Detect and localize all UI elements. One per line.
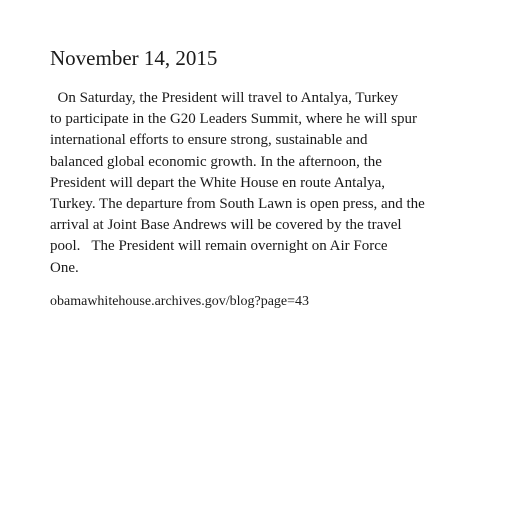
body-line: international efforts to ensure strong, sustainable and bbox=[50, 132, 368, 149]
body-line: pool. The President will remain overnight on Air Force bbox=[50, 238, 388, 255]
post-date: November 14, 2015 bbox=[50, 46, 218, 70]
body-line: President will depart the White House en route Antalya, bbox=[50, 174, 386, 191]
body-line: arrival at Joint Base Andrews will be covered by the travel bbox=[50, 217, 402, 234]
body-line: One. bbox=[50, 259, 79, 276]
body-line: balanced global economic growth. In the afternoon, the bbox=[50, 153, 382, 170]
body-line: to participate in the G20 Leaders Summit, where he will spur bbox=[50, 111, 417, 128]
body-line: On Saturday, the President will travel to Antalya, Turkey bbox=[50, 90, 399, 106]
source-url: obamawhitehouse.archives.gov/blog?page=43 bbox=[50, 294, 310, 309]
post-body bbox=[50, 88, 450, 279]
body-line: Turkey. The departure from South Lawn is open press, and the bbox=[50, 196, 425, 213]
